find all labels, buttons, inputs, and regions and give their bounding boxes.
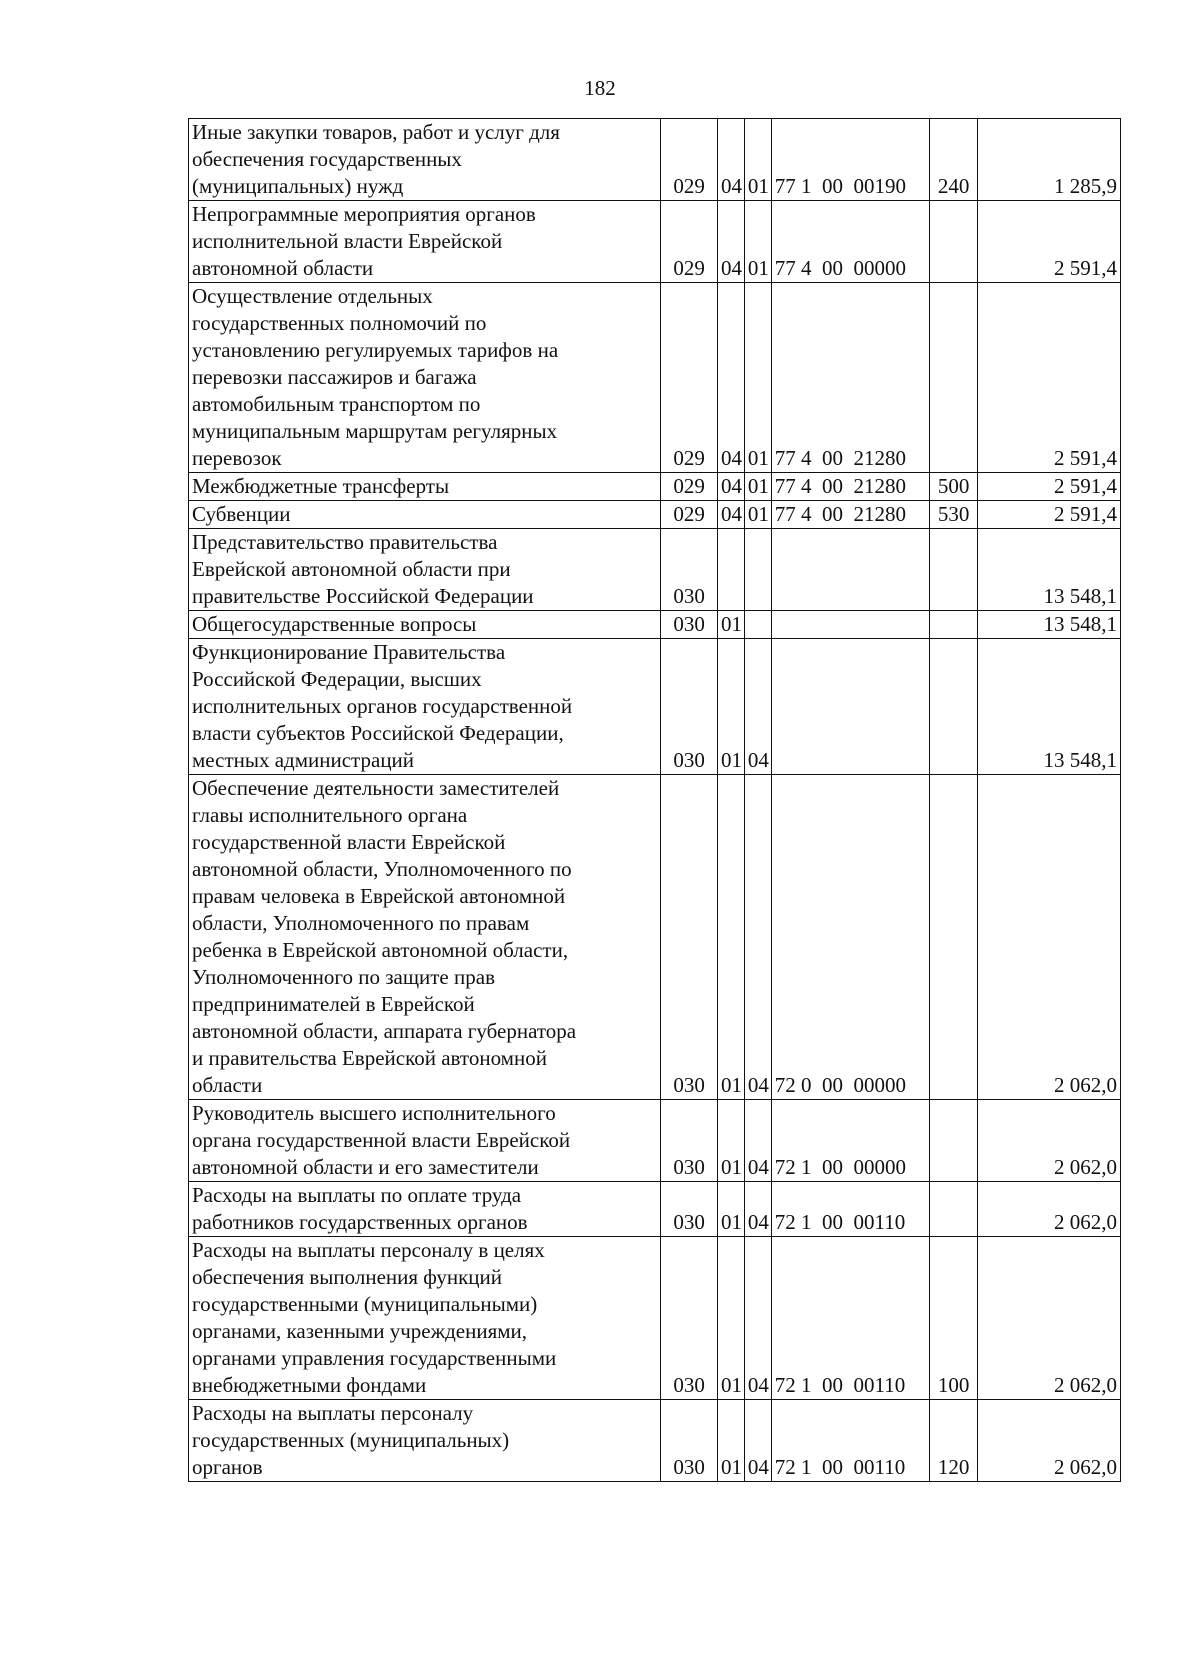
row-name xyxy=(189,639,661,775)
ministry-code: 030 xyxy=(661,1182,718,1237)
target-item-code: 77 1 00 00190 xyxy=(771,119,929,201)
section-code: 01 xyxy=(718,775,745,1100)
row-name-line: органами управления государственными xyxy=(192,1346,557,1370)
row-name xyxy=(189,283,661,473)
row-name-line: государственными (муниципальными) xyxy=(192,1292,538,1316)
row-name-line: Осуществление отдельных xyxy=(192,284,433,308)
section-code xyxy=(718,529,745,611)
expense-type-code xyxy=(929,1182,978,1237)
ministry-code: 030 xyxy=(661,1237,718,1400)
section-code: 01 xyxy=(718,639,745,775)
target-item-code: 77 4 00 21280 xyxy=(771,473,929,501)
budget-table-body xyxy=(189,119,1121,1482)
row-name-line: обеспечения государственных xyxy=(192,147,462,171)
expense-type-code xyxy=(929,1100,978,1182)
subsection-code: 04 xyxy=(744,1237,771,1400)
row-name xyxy=(189,611,661,639)
row-name-line: области, Уполномоченного по правам xyxy=(192,911,530,935)
row-name-line: (муниципальных) нужд xyxy=(192,174,404,198)
expense-type-code xyxy=(929,639,978,775)
amount: 13 548,1 xyxy=(978,529,1121,611)
amount: 2 062,0 xyxy=(978,1182,1121,1237)
subsection-code: 04 xyxy=(744,1100,771,1182)
row-name xyxy=(189,1182,661,1237)
amount: 2 591,4 xyxy=(978,473,1121,501)
row-name-line: исполнительных органов государственной xyxy=(192,694,573,718)
row-name-line: органами, казенными учреждениями, xyxy=(192,1319,528,1343)
ministry-code: 029 xyxy=(661,119,718,201)
target-item-code: 72 1 00 00110 xyxy=(771,1237,929,1400)
row-name-line: Расходы на выплаты персоналу xyxy=(192,1401,474,1425)
budget-table xyxy=(188,118,1121,1482)
row-name-line: автономной области xyxy=(192,256,374,280)
ministry-code: 030 xyxy=(661,1100,718,1182)
ministry-code: 030 xyxy=(661,1400,718,1482)
row-name-line: предпринимателей в Еврейской xyxy=(192,992,475,1016)
row-name-line: внебюджетными фондами xyxy=(192,1373,427,1397)
ministry-code: 029 xyxy=(661,201,718,283)
amount: 2 591,4 xyxy=(978,501,1121,529)
section-code: 01 xyxy=(718,1100,745,1182)
section-code: 01 xyxy=(718,1237,745,1400)
ministry-code: 029 xyxy=(661,473,718,501)
row-name-line: власти субъектов Российской Федерации, xyxy=(192,721,564,745)
row-name-line: главы исполнительного органа xyxy=(192,803,468,827)
subsection-code: 04 xyxy=(744,639,771,775)
row-name xyxy=(189,1400,661,1482)
subsection-code: 04 xyxy=(744,1400,771,1482)
subsection-code: 01 xyxy=(744,473,771,501)
expense-type-code: 120 xyxy=(929,1400,978,1482)
subsection-code: 01 xyxy=(744,119,771,201)
expense-type-code xyxy=(929,529,978,611)
table-row xyxy=(189,501,1121,529)
row-name-line: ребенка в Еврейской автономной области, xyxy=(192,938,569,962)
target-item-code: 77 4 00 21280 xyxy=(771,501,929,529)
expense-type-code: 500 xyxy=(929,473,978,501)
row-name xyxy=(189,473,661,501)
expense-type-code: 240 xyxy=(929,119,978,201)
row-name xyxy=(189,1100,661,1182)
subsection-code xyxy=(744,611,771,639)
table-row xyxy=(189,639,1121,775)
amount: 2 062,0 xyxy=(978,1237,1121,1400)
row-name-line: обеспечения выполнения функций xyxy=(192,1265,503,1289)
row-name-line: Субвенции xyxy=(192,502,291,526)
amount: 2 062,0 xyxy=(978,775,1121,1100)
section-code: 01 xyxy=(718,1182,745,1237)
row-name-line: перевозок xyxy=(192,446,282,470)
ministry-code: 029 xyxy=(661,283,718,473)
section-code: 04 xyxy=(718,201,745,283)
ministry-code: 029 xyxy=(661,501,718,529)
row-name-line: Представительство правительства xyxy=(192,530,498,554)
row-name-line: перевозки пассажиров и багажа xyxy=(192,365,477,389)
row-name-line: автономной области и его заместители xyxy=(192,1155,539,1179)
section-code: 01 xyxy=(718,1400,745,1482)
table-row xyxy=(189,1100,1121,1182)
row-name-line: государственных (муниципальных) xyxy=(192,1428,510,1452)
row-name-line: правам человека в Еврейской автономной xyxy=(192,884,566,908)
subsection-code: 04 xyxy=(744,1182,771,1237)
target-item-code: 77 4 00 00000 xyxy=(771,201,929,283)
ministry-code: 030 xyxy=(661,639,718,775)
row-name-line: Общегосударственные вопросы xyxy=(192,612,477,636)
amount: 2 062,0 xyxy=(978,1100,1121,1182)
table-row xyxy=(189,529,1121,611)
row-name xyxy=(189,1237,661,1400)
target-item-code: 77 4 00 21280 xyxy=(771,283,929,473)
amount: 13 548,1 xyxy=(978,611,1121,639)
expense-type-code xyxy=(929,611,978,639)
amount: 2 062,0 xyxy=(978,1400,1121,1482)
expense-type-code xyxy=(929,201,978,283)
target-item-code: 72 1 00 00110 xyxy=(771,1400,929,1482)
expense-type-code xyxy=(929,775,978,1100)
target-item-code: 72 0 00 00000 xyxy=(771,775,929,1100)
table-row xyxy=(189,1182,1121,1237)
row-name-line: Непрограммные мероприятия органов xyxy=(192,202,536,226)
row-name xyxy=(189,775,661,1100)
subsection-code: 01 xyxy=(744,501,771,529)
expense-type-code: 100 xyxy=(929,1237,978,1400)
row-name-line: органов xyxy=(192,1455,263,1479)
row-name-line: государственных полномочий по xyxy=(192,311,487,335)
expense-type-code xyxy=(929,283,978,473)
table-row xyxy=(189,119,1121,201)
row-name-line: и правительства Еврейской автономной xyxy=(192,1046,547,1070)
row-name xyxy=(189,529,661,611)
target-item-code xyxy=(771,529,929,611)
table-row xyxy=(189,1400,1121,1482)
table-row xyxy=(189,611,1121,639)
row-name-line: Обеспечение деятельности заместителей xyxy=(192,776,560,800)
row-name-line: правительстве Российской Федерации xyxy=(192,584,534,608)
row-name-line: исполнительной власти Еврейской xyxy=(192,229,503,253)
subsection-code xyxy=(744,529,771,611)
target-item-code: 72 1 00 00110 xyxy=(771,1182,929,1237)
row-name-line: государственной власти Еврейской xyxy=(192,830,506,854)
row-name-line: Руководитель высшего исполнительного xyxy=(192,1101,556,1125)
row-name-line: Уполномоченного по защите прав xyxy=(192,965,495,989)
row-name-line: Российской Федерации, высших xyxy=(192,667,482,691)
target-item-code: 72 1 00 00000 xyxy=(771,1100,929,1182)
row-name-line: Функционирование Правительства xyxy=(192,640,506,664)
amount: 13 548,1 xyxy=(978,639,1121,775)
subsection-code: 01 xyxy=(744,201,771,283)
row-name-line: Расходы на выплаты по оплате труда xyxy=(192,1183,522,1207)
section-code: 01 xyxy=(718,611,745,639)
target-item-code xyxy=(771,611,929,639)
table-row xyxy=(189,775,1121,1100)
section-code: 04 xyxy=(718,473,745,501)
ministry-code: 030 xyxy=(661,611,718,639)
row-name xyxy=(189,501,661,529)
subsection-code: 01 xyxy=(744,283,771,473)
section-code: 04 xyxy=(718,283,745,473)
section-code: 04 xyxy=(718,501,745,529)
target-item-code xyxy=(771,639,929,775)
row-name xyxy=(189,201,661,283)
row-name-line: автономной области, аппарата губернатора xyxy=(192,1019,577,1043)
table-row xyxy=(189,283,1121,473)
table-row xyxy=(189,473,1121,501)
page-number: 182 xyxy=(584,76,616,100)
row-name-line: автономной области, Уполномоченного по xyxy=(192,857,572,881)
row-name-line: Расходы на выплаты персоналу в целях xyxy=(192,1238,545,1262)
amount: 1 285,9 xyxy=(978,119,1121,201)
amount: 2 591,4 xyxy=(978,201,1121,283)
table-row xyxy=(189,1237,1121,1400)
row-name xyxy=(189,119,661,201)
ministry-code: 030 xyxy=(661,529,718,611)
section-code: 04 xyxy=(718,119,745,201)
amount: 2 591,4 xyxy=(978,283,1121,473)
row-name-line: органа государственной власти Еврейской xyxy=(192,1128,571,1152)
row-name-line: Еврейской автономной области при xyxy=(192,557,511,581)
row-name-line: местных администраций xyxy=(192,748,415,772)
row-name-line: Иные закупки товаров, работ и услуг для xyxy=(192,120,560,144)
ministry-code: 030 xyxy=(661,775,718,1100)
row-name-line: автомобильным транспортом по xyxy=(192,392,481,416)
row-name-line: муниципальным маршрутам регулярных xyxy=(192,419,558,443)
table-row xyxy=(189,201,1121,283)
expense-type-code: 530 xyxy=(929,501,978,529)
row-name-line: Межбюджетные трансферты xyxy=(192,474,450,498)
row-name-line: установлению регулируемых тарифов на xyxy=(192,338,559,362)
subsection-code: 04 xyxy=(744,775,771,1100)
row-name-line: работников государственных органов xyxy=(192,1210,528,1234)
row-name-line: области xyxy=(192,1073,263,1097)
